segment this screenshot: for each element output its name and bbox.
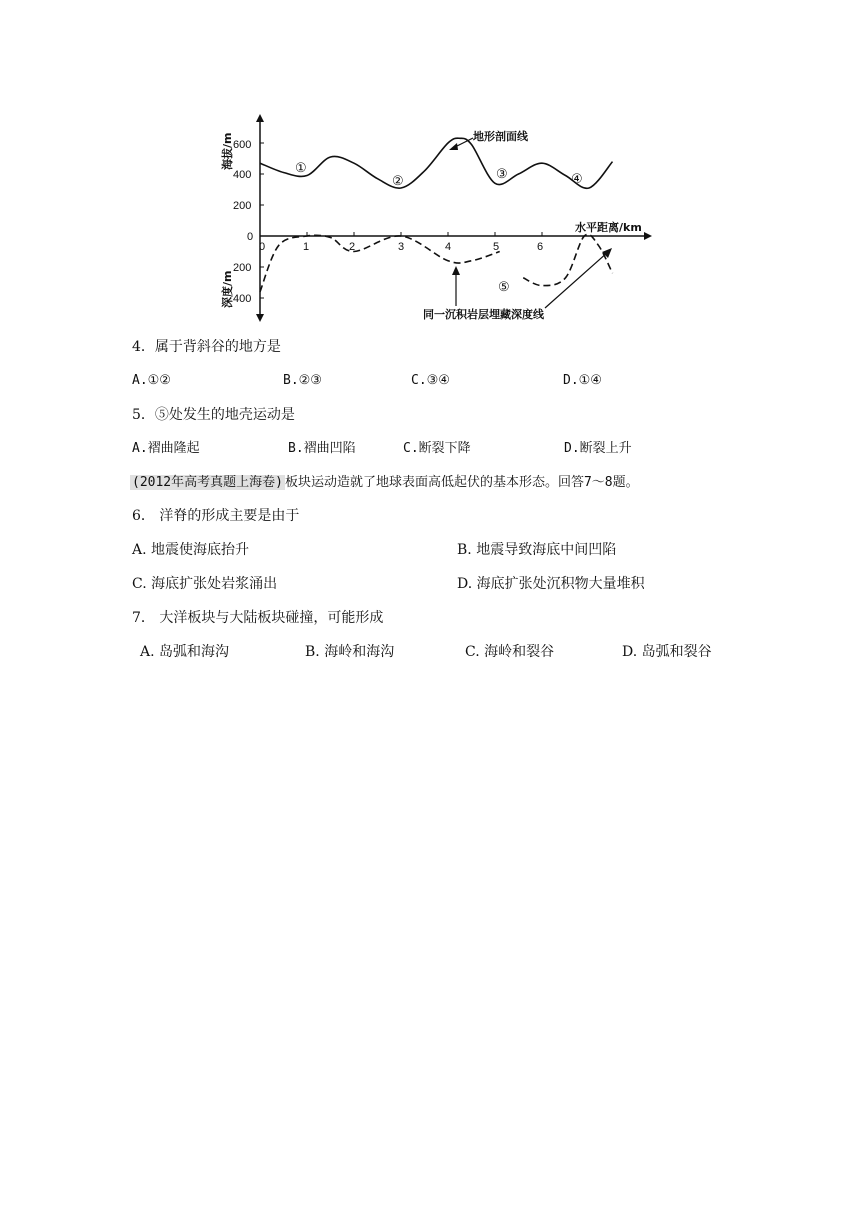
q7-option-b[interactable]: B. 海岭和海沟	[305, 644, 395, 660]
annotation-depth-arrow-2	[545, 252, 608, 308]
q4-option-c[interactable]: C.③④	[411, 373, 450, 388]
question-4-stem: 4．属于背斜谷的地方是	[132, 339, 281, 355]
q4-option-b[interactable]: B.②③	[283, 373, 322, 388]
annotation-profile-arrowhead	[449, 143, 458, 150]
question-7-stem: 7． 大洋板块与大陆板块碰撞，可能形成	[132, 610, 384, 626]
y-tick-400: 400	[233, 169, 252, 181]
y-tick-200: 200	[233, 200, 252, 212]
annotation-depth-arrowhead-1	[452, 266, 460, 275]
q5-option-b[interactable]: B.褶曲凹陷	[288, 441, 356, 456]
q6-option-d[interactable]: D. 海底扩张处沉积物大量堆积	[457, 576, 645, 592]
x-tick-4: 4	[445, 241, 452, 253]
geology-profile-figure	[215, 112, 655, 324]
y-axis-label-top: 海拔/m	[221, 132, 234, 170]
q5-option-c[interactable]: C.断裂下降	[403, 441, 471, 456]
y-tick-0: 0	[247, 231, 254, 243]
marker-3: ③	[496, 166, 508, 181]
y-tick-neg200: 200	[233, 262, 252, 274]
q7-option-d[interactable]: D. 岛弧和裂谷	[622, 644, 712, 660]
x-tick-5: 5	[493, 241, 500, 253]
annotation-profile-line: 地形剖面线	[473, 130, 528, 143]
rock-layer-depth-line-left	[260, 235, 500, 292]
x-tick-2: 2	[349, 241, 356, 253]
q4-option-a[interactable]: A.①②	[132, 373, 171, 388]
x-tick-3: 3	[398, 241, 405, 253]
q4-option-d[interactable]: D.①④	[563, 373, 602, 388]
y-axis-arrow-up	[256, 114, 264, 122]
q7-option-c[interactable]: C. 海岭和裂谷	[465, 644, 555, 660]
q7-option-a[interactable]: A. 岛弧和海沟	[140, 644, 230, 660]
profile-chart	[215, 112, 655, 324]
marker-5: ⑤	[498, 279, 510, 294]
y-tick-600: 600	[233, 139, 252, 151]
x-tick-1: 1	[303, 241, 310, 253]
q6-option-b[interactable]: B. 地震导致海底中间凹陷	[457, 542, 617, 558]
x-axis-label: 水平距离/km	[575, 221, 642, 234]
marker-1: ①	[295, 160, 307, 175]
intro-text: 板块运动造就了地球表面高低起伏的基本形态。回答7～8题。	[284, 475, 639, 490]
question-6-stem: 6． 洋脊的形成主要是由于	[132, 508, 300, 524]
y-axis-label-bottom: 深度/m	[221, 270, 234, 308]
marker-4: ④	[571, 171, 583, 186]
source-tag: (2012年高考真题上海卷)	[132, 475, 283, 490]
section-intro	[130, 472, 639, 493]
x-tick-6: 6	[537, 241, 544, 253]
x-axis-arrow	[644, 232, 652, 240]
y-axis-arrow-down	[256, 314, 264, 322]
q5-option-d[interactable]: D.断裂上升	[564, 441, 632, 456]
q6-option-a[interactable]: A. 地震使海底抬升	[132, 542, 250, 558]
y-tick-neg400: 400	[233, 293, 252, 305]
q6-option-c[interactable]: C. 海底扩张处岩浆涌出	[132, 576, 278, 592]
x-tick-0: 0	[259, 241, 266, 253]
annotation-depth-line: 同一沉积岩层埋藏深度线	[423, 308, 544, 321]
marker-2: ②	[392, 173, 404, 188]
terrain-profile-line	[260, 138, 613, 188]
question-5-stem: 5．⑤处发生的地壳运动是	[132, 407, 295, 423]
q5-option-a[interactable]: A.褶曲隆起	[132, 441, 200, 456]
